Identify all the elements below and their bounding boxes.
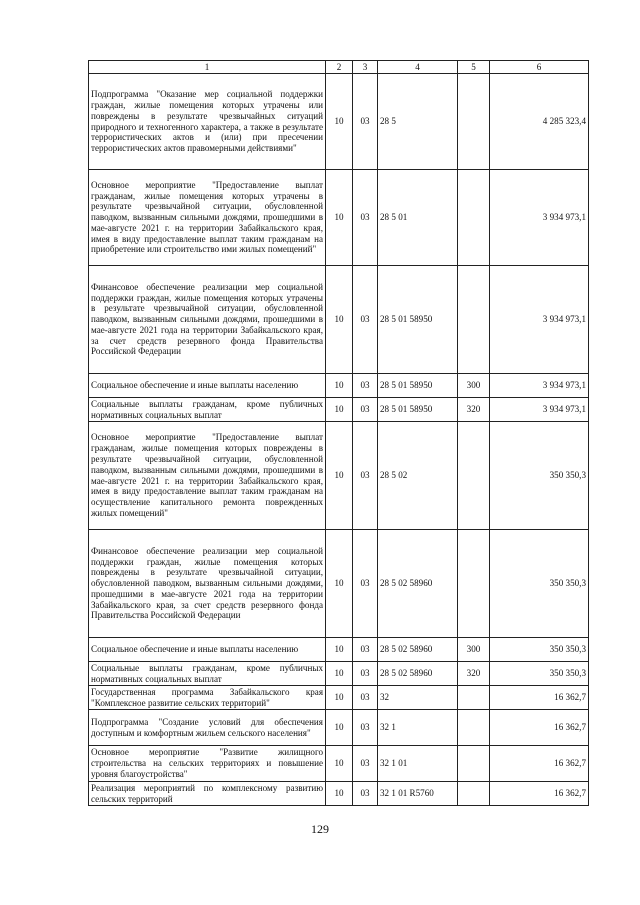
row-target-article: 32 1 (378, 710, 458, 746)
row-amount: 4 285 323,4 (490, 74, 589, 170)
row-target-article: 28 5 01 (378, 170, 458, 266)
row-expense-type (458, 746, 490, 782)
header-col-4: 4 (378, 61, 458, 74)
row-amount: 16 362,7 (490, 686, 589, 710)
row-target-article: 28 5 01 58950 (378, 266, 458, 374)
row-subsection-code: 03 (353, 638, 378, 662)
row-subsection-code: 03 (353, 374, 378, 398)
table-row (89, 398, 589, 422)
table-body (89, 74, 589, 806)
row-expense-type (458, 530, 490, 638)
row-expense-type: 320 (458, 662, 490, 686)
row-subsection-code: 03 (353, 266, 378, 374)
row-subsection-code: 03 (353, 74, 378, 170)
row-target-article: 32 1 01 R5760 (378, 782, 458, 806)
row-section-code: 10 (326, 746, 353, 782)
row-amount: 16 362,7 (490, 746, 589, 782)
row-amount: 350 350,3 (490, 530, 589, 638)
row-name: Социальные выплаты гражданам, кроме публичных нормативных социальных выплат (89, 662, 326, 686)
row-target-article: 28 5 02 58960 (378, 662, 458, 686)
row-subsection-code: 03 (353, 746, 378, 782)
row-section-code: 10 (326, 422, 353, 530)
table-row (89, 686, 589, 710)
header-col-3: 3 (353, 61, 378, 74)
row-expense-type (458, 422, 490, 530)
row-section-code: 10 (326, 530, 353, 638)
row-target-article: 28 5 02 58960 (378, 638, 458, 662)
row-expense-type (458, 170, 490, 266)
row-expense-type: 300 (458, 638, 490, 662)
row-name: Подпрограмма "Оказание мер социальной поддержки граждан, жилые помещения которых утрачены или повреждены в результате чрезвычайных ситуаций природного и техногенного характера, а также в результате террористических актов и (или) при пресечении террористических актов правомерными действиями" (89, 74, 326, 170)
row-subsection-code: 03 (353, 686, 378, 710)
row-target-article: 28 5 (378, 74, 458, 170)
row-subsection-code: 03 (353, 710, 378, 746)
row-name: Основное мероприятие "Предоставление выплат гражданам, жилые помещения которых утрачены в результате чрезвычайной ситуации, обусловленной паводком, вызванным сильными дождями, прошедшими в мае-августе 2021 г. на территории Забайкальского края, имея в виду предоставление выплат таким гражданам на приобретение или строительство ими жилых помещений" (89, 170, 326, 266)
row-target-article: 28 5 01 58950 (378, 374, 458, 398)
row-amount: 16 362,7 (490, 782, 589, 806)
row-expense-type (458, 686, 490, 710)
row-target-article: 28 5 02 (378, 422, 458, 530)
row-expense-type (458, 266, 490, 374)
row-subsection-code: 03 (353, 782, 378, 806)
row-amount: 16 362,7 (490, 710, 589, 746)
header-col-5: 5 (458, 61, 490, 74)
row-section-code: 10 (326, 74, 353, 170)
row-section-code: 10 (326, 710, 353, 746)
table-row (89, 530, 589, 638)
table-row (89, 422, 589, 530)
row-amount: 3 934 973,1 (490, 398, 589, 422)
row-target-article: 28 5 01 58950 (378, 398, 458, 422)
table-header-row (89, 61, 589, 74)
table-row (89, 266, 589, 374)
row-name: Финансовое обеспечение реализации мер социальной поддержки граждан, жилые помещения которых повреждены в результате чрезвычайной ситуации, обусловленной паводком, вызванным сильными дождями, прошедшими в мае-августе 2021 года на территории Забайкальского края, за счет средств резервного фонда Правительства Российской Федерации (89, 530, 326, 638)
table-row (89, 74, 589, 170)
table-row (89, 782, 589, 806)
header-col-6: 6 (490, 61, 589, 74)
row-subsection-code: 03 (353, 662, 378, 686)
row-subsection-code: 03 (353, 422, 378, 530)
table-row (89, 746, 589, 782)
table-row (89, 170, 589, 266)
row-expense-type (458, 710, 490, 746)
row-section-code: 10 (326, 686, 353, 710)
page-number: 129 (311, 822, 329, 836)
row-section-code: 10 (326, 662, 353, 686)
table-row (89, 662, 589, 686)
row-section-code: 10 (326, 782, 353, 806)
row-subsection-code: 03 (353, 170, 378, 266)
row-amount: 350 350,3 (490, 422, 589, 530)
table-row (89, 710, 589, 746)
row-name: Подпрограмма "Создание условий для обеспечения доступным и комфортным жильем сельского населения" (89, 710, 326, 746)
row-section-code: 10 (326, 170, 353, 266)
row-target-article: 32 (378, 686, 458, 710)
row-name: Основное мероприятие "Предоставление выплат гражданам, жилые помещения которых повреждены в результате чрезвычайной ситуации, обусловленной паводком, вызванным сильными дождями, прошедшими в мае-августе 2021 г. на территории Забайкальского края, имея в виду предоставление выплат таким гражданам на осуществление капитального ремонта поврежденных жилых помещений" (89, 422, 326, 530)
header-col-1: 1 (89, 61, 326, 74)
row-expense-type (458, 74, 490, 170)
row-target-article: 32 1 01 (378, 746, 458, 782)
row-name: Финансовое обеспечение реализации мер социальной поддержки граждан, жилые помещения которых утрачены в результате чрезвычайной ситуации, обусловленной паводком, вызванным сильными дождями, прошедшими в мае-августе 2021 года на территории Забайкальского края, за счет средств резервного фонда Правительства Российской Федерации (89, 266, 326, 374)
table-row (89, 638, 589, 662)
row-section-code: 10 (326, 398, 353, 422)
row-amount: 3 934 973,1 (490, 374, 589, 398)
table-row (89, 374, 589, 398)
row-expense-type (458, 782, 490, 806)
row-section-code: 10 (326, 638, 353, 662)
row-amount: 350 350,3 (490, 638, 589, 662)
row-section-code: 10 (326, 266, 353, 374)
budget-table (88, 60, 589, 806)
row-subsection-code: 03 (353, 530, 378, 638)
row-expense-type: 300 (458, 374, 490, 398)
row-name: Социальное обеспечение и иные выплаты населению (89, 638, 326, 662)
row-amount: 3 934 973,1 (490, 266, 589, 374)
row-amount: 3 934 973,1 (490, 170, 589, 266)
row-expense-type: 320 (458, 398, 490, 422)
row-name: Государственная программа Забайкальского края "Комплексное развитие сельских территорий" (89, 686, 326, 710)
row-amount: 350 350,3 (490, 662, 589, 686)
row-name: Реализация мероприятий по комплексному развитию сельских территорий (89, 782, 326, 806)
row-name: Социальные выплаты гражданам, кроме публичных нормативных социальных выплат (89, 398, 326, 422)
row-name: Основное мероприятие "Развитие жилищного строительства на сельских территориях и повышение уровня благоустройства" (89, 746, 326, 782)
row-name: Социальное обеспечение и иные выплаты населению (89, 374, 326, 398)
header-col-2: 2 (326, 61, 353, 74)
row-target-article: 28 5 02 58960 (378, 530, 458, 638)
row-subsection-code: 03 (353, 398, 378, 422)
row-section-code: 10 (326, 374, 353, 398)
